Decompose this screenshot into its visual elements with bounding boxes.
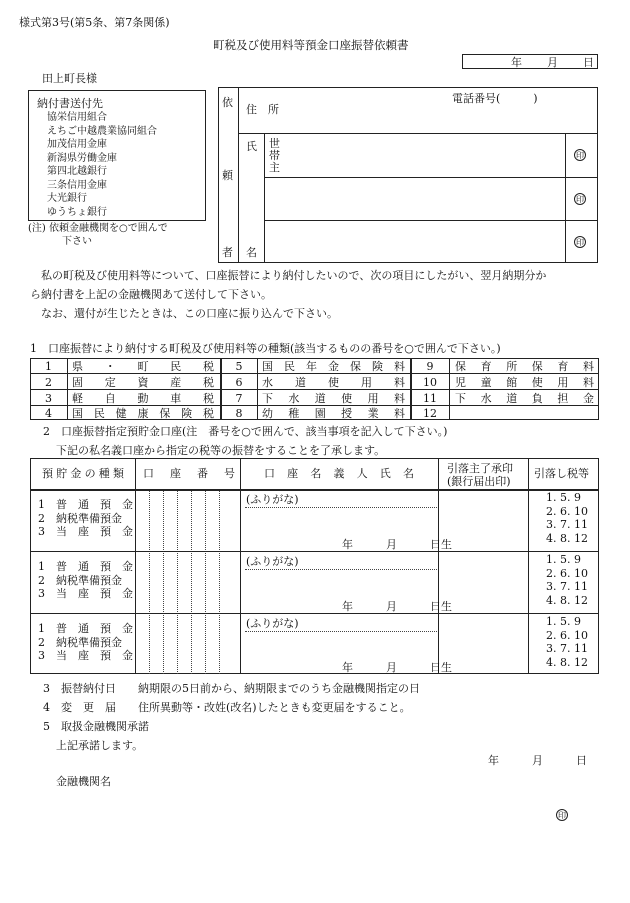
document-title: 町税及び使用料等預金口座振替依頼書 (213, 38, 409, 52)
name-label-1: 氏 (246, 140, 257, 153)
furigana-label: (ふりがな) (246, 617, 299, 630)
account-type-options[interactable] (38, 560, 133, 601)
deduction-option[interactable]: 1. 5. 9 (546, 491, 581, 504)
furigana-label: (ふりがな) (246, 555, 299, 568)
tax-item-number[interactable]: 4 (45, 407, 52, 420)
date-day-label: 日 (583, 56, 594, 69)
section1-heading: 1 口座振替により納付する町税及び使用料等の種類(該当するものの番号を○で囲んで下さい。) (30, 342, 501, 355)
seal-mark-icon: 印 (576, 195, 584, 204)
birth-date-label: 年 月 日生 (342, 600, 452, 613)
deduction-option[interactable]: 2. 6. 10 (546, 504, 588, 518)
account-number-input[interactable] (136, 552, 238, 612)
section4-change-notice: 4 変 更 届 住所異動等・改姓(改名)したときも変更届をすること。 (43, 701, 411, 714)
bank-item[interactable]: 新潟県労働金庫 (47, 152, 117, 164)
householder-char-2: 帯 (269, 149, 280, 162)
name-input-3[interactable] (270, 224, 554, 259)
householder-name-input[interactable] (284, 137, 554, 173)
header-seal-1: 引落主了承印 (447, 462, 513, 475)
date-year-label: 年 (511, 56, 522, 69)
account-type-options[interactable] (38, 622, 133, 663)
send-to-note-1: (注) 依頼金融機関を○で囲んで (28, 223, 168, 234)
account-type-option[interactable]: 1 普 通 預 金 (38, 622, 133, 635)
bank-item[interactable]: 大光銀行 (47, 193, 87, 204)
account-type-option[interactable]: 2 納税準備預金 (38, 573, 122, 587)
account-type-option[interactable]: 2 納税準備預金 (38, 511, 122, 525)
bank-item[interactable]: ゆうちょ銀行 (47, 206, 107, 218)
tax-item-name[interactable]: 下 水 道 使 用 料 (262, 392, 405, 405)
section5-heading: 5 取扱金融機関承諾 (43, 720, 149, 733)
requester-char-1: 依 (222, 96, 233, 109)
tax-item-name[interactable]: 児 童 館 使 用 料 (455, 376, 594, 389)
tax-item-number[interactable]: 3 (45, 392, 52, 405)
bank-item[interactable]: 第四北越銀行 (47, 166, 107, 177)
deduction-option[interactable]: 4. 8. 12 (546, 531, 588, 545)
intro-line-2: ら納付書を上記の金融機関あて送付して下さい。 (30, 288, 272, 301)
account-type-option[interactable]: 1 普 通 預 金 (38, 560, 133, 573)
seal-mark-icon: 印 (576, 151, 584, 160)
intro-line-1: 私の町税及び使用料等について、口座振替により納付したいので、次の項目にしたがい、翌月納期分か (30, 269, 547, 282)
tax-item-number[interactable]: 7 (235, 392, 243, 405)
name-input-2[interactable] (270, 181, 554, 216)
account-type-option[interactable]: 3 当 座 預 金 (38, 587, 133, 600)
phone-label: 電話番号( ) (452, 92, 538, 105)
tax-item-name[interactable]: 下 水 道 負 担 金 (455, 392, 594, 405)
bank-list (47, 111, 157, 219)
householder-char-1: 世 (269, 137, 280, 150)
tax-item-name[interactable]: 国 民 健 康 保 険 税 (72, 407, 214, 420)
tax-item-name[interactable]: 水 道 使 用 料 (262, 376, 405, 389)
header-account-holder: 口 座 名 義 人 氏 名 (264, 467, 414, 480)
holder-name-input[interactable] (242, 634, 436, 658)
deduction-options[interactable] (546, 553, 588, 607)
birth-date-label: 年 月 日生 (342, 661, 452, 674)
seal-mark-icon: 印 (576, 238, 584, 247)
acceptance-text: 上記承諾します。 (56, 739, 144, 752)
tax-item-number[interactable]: 5 (235, 360, 243, 373)
account-type-options[interactable] (38, 498, 133, 539)
institution-name-input[interactable] (120, 772, 520, 790)
holder-name-input[interactable] (242, 572, 436, 596)
deduction-option[interactable]: 1. 5. 9 (546, 615, 581, 628)
send-to-box (28, 90, 206, 221)
deduction-option[interactable]: 1. 5. 9 (546, 553, 581, 566)
account-number-input[interactable] (136, 490, 238, 550)
deduction-option[interactable]: 2. 6. 10 (546, 628, 588, 642)
tax-item-number[interactable]: 12 (423, 407, 437, 420)
tax-item-number[interactable]: 6 (235, 376, 243, 389)
header-account-type: 預 貯 金 の 種 類 (42, 467, 124, 480)
deduction-option[interactable]: 3. 7. 11 (546, 642, 588, 655)
tax-item-number[interactable]: 10 (423, 376, 437, 389)
householder-char-3: 主 (269, 161, 280, 174)
header-seal-2: (銀行届出印) (447, 475, 511, 488)
form-number: 様式第3号(第5条、第7条関係) (19, 16, 170, 29)
deduction-option[interactable]: 2. 6. 10 (546, 566, 588, 580)
tax-item-name[interactable]: 県 ・ 町 民 税 (72, 360, 214, 373)
header-deduction: 引落し税等 (534, 467, 589, 480)
date-month-label: 月 (547, 56, 558, 69)
deduction-option[interactable]: 4. 8. 12 (546, 655, 588, 669)
tax-item-name[interactable]: 軽 自 動 車 税 (72, 392, 214, 405)
section3-transfer-date: 3 振替納付日 納期限の5日前から、納期限までのうち金融機関指定の日 (43, 682, 420, 695)
header-account-number: 口 座 番 号 (143, 467, 235, 480)
tax-item-number[interactable]: 9 (426, 360, 434, 373)
seal-input[interactable] (440, 491, 526, 549)
bank-item[interactable]: 三条信用金庫 (47, 179, 107, 191)
requester-char-3: 者 (222, 246, 233, 259)
account-number-input[interactable] (136, 614, 238, 673)
tax-item-name[interactable]: 固 定 資 産 税 (72, 376, 214, 389)
birth-date-label: 年 月 日生 (342, 538, 452, 551)
bank-item[interactable]: 協栄信用組合 (47, 112, 107, 123)
deduction-option[interactable]: 3. 7. 11 (546, 518, 588, 531)
deduction-options[interactable] (546, 491, 588, 545)
institution-name-label: 金融機関名 (56, 775, 111, 788)
section2-subheading: 下記の私名義口座から指定の税等の振替をすることを了承します。 (56, 444, 386, 457)
name-label-2: 名 (246, 246, 257, 259)
section2-heading: 2 口座振替指定預貯金口座(注 番号を○で囲んで、該当事項を記入して下さい。) (43, 425, 448, 438)
bank-item[interactable]: 加茂信用金庫 (47, 139, 107, 150)
account-type-option[interactable]: 1 普 通 預 金 (38, 498, 133, 511)
deduction-options[interactable] (546, 615, 588, 669)
tax-item-number[interactable]: 1 (45, 360, 52, 373)
date-field[interactable] (462, 54, 598, 69)
address-label: 住 所 (246, 103, 279, 116)
account-type-option[interactable]: 3 当 座 預 金 (38, 525, 133, 538)
acceptance-date[interactable]: 年 月 日 (488, 754, 587, 767)
institution-seal-icon: 印 (558, 811, 566, 820)
seal-input[interactable] (440, 553, 526, 611)
deduction-option[interactable]: 3. 7. 11 (546, 580, 588, 593)
send-to-title: 納付書送付先 (37, 97, 103, 110)
tax-item-number[interactable]: 11 (423, 392, 437, 405)
bank-item[interactable]: えちご中越農業協同組合 (47, 125, 157, 137)
requester-char-2: 頼 (222, 169, 233, 182)
send-to-note-2: 下さい (62, 236, 92, 247)
holder-name-input[interactable] (242, 510, 436, 534)
furigana-label: (ふりがな) (246, 493, 299, 506)
account-type-option[interactable]: 2 納税準備預金 (38, 635, 122, 649)
tax-item-name[interactable]: 国 民 年 金 保 険 料 (262, 360, 405, 373)
addressee: 田上町長様 (42, 72, 97, 85)
tax-item-number[interactable]: 2 (45, 376, 52, 389)
tax-item-name[interactable]: 保 育 所 保 育 料 (455, 360, 594, 373)
tax-item-number[interactable]: 8 (235, 407, 243, 420)
tax-item-name[interactable]: 幼 稚 園 授 業 料 (262, 407, 405, 420)
account-type-option[interactable]: 3 当 座 預 金 (38, 649, 133, 662)
tax-item-blank[interactable] (455, 408, 594, 419)
seal-input[interactable] (440, 615, 526, 672)
deduction-option[interactable]: 4. 8. 12 (546, 593, 588, 607)
intro-line-3: なお、還付が生じたときは、この口座に振り込んで下さい。 (30, 307, 338, 320)
